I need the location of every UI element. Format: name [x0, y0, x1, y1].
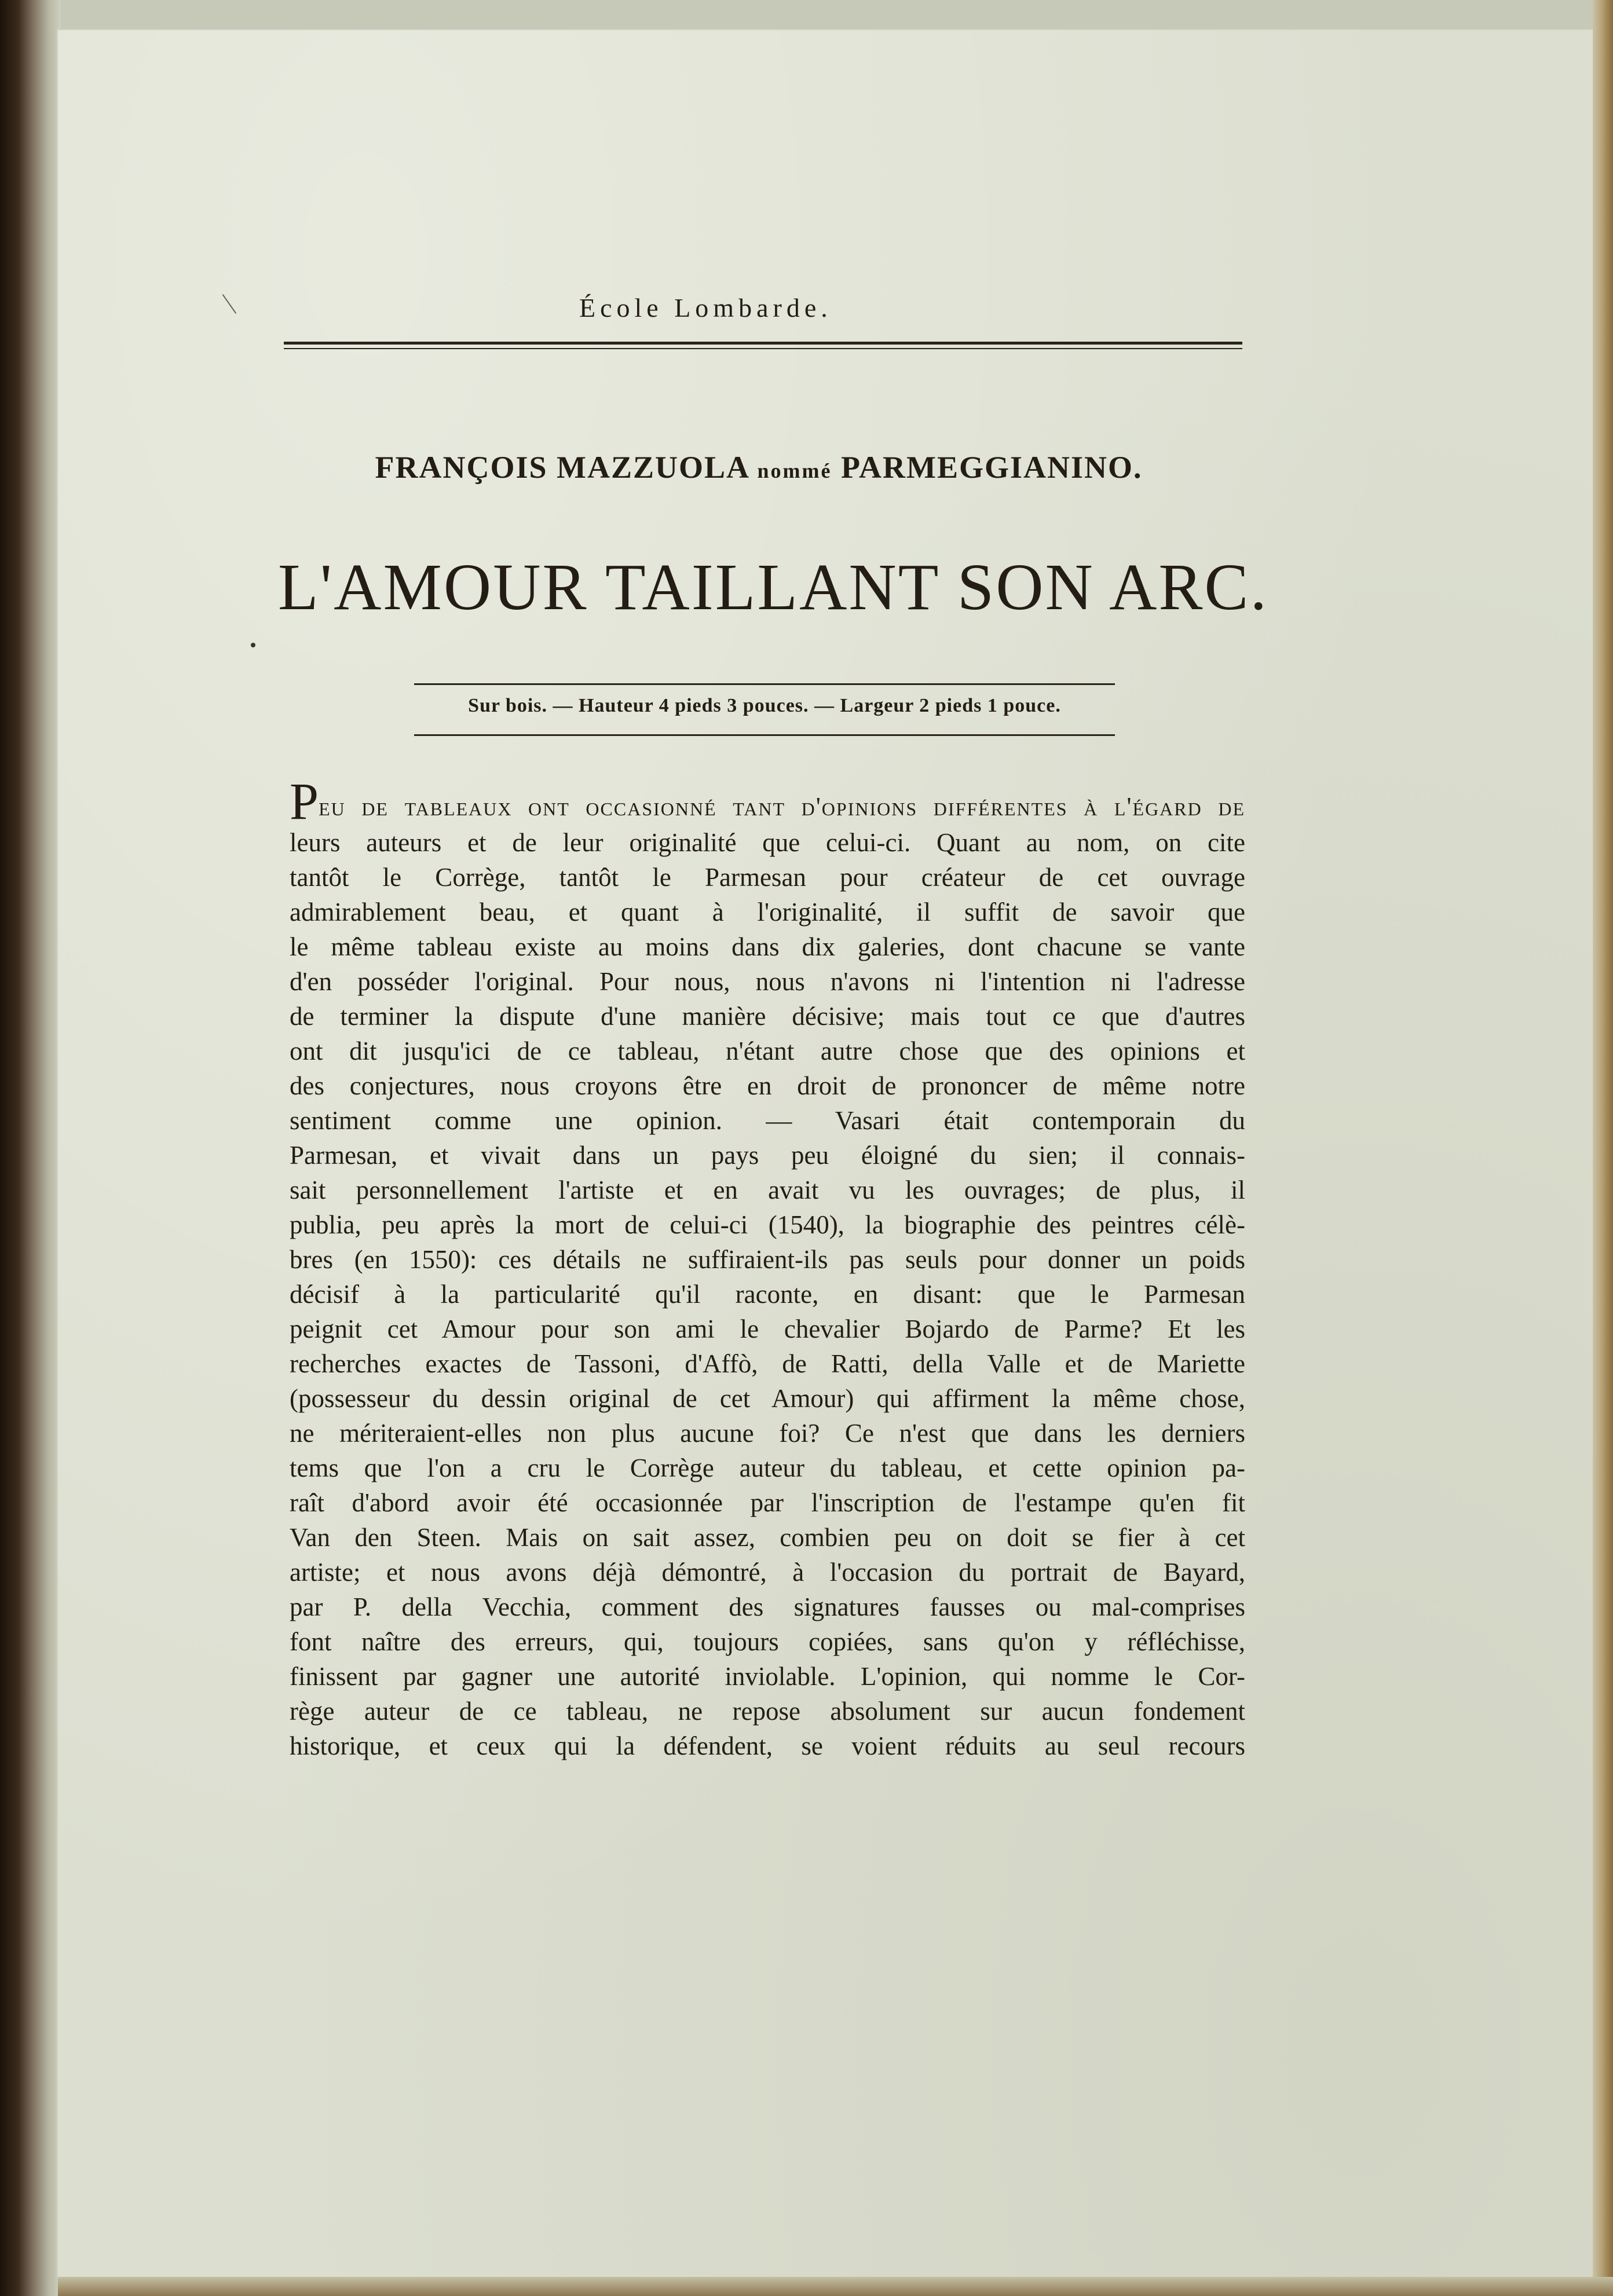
body-line: historique, et ceux qui la défendent, se voient réduits au seul recours [290, 1731, 1245, 1760]
page-edge-right [1593, 0, 1613, 2296]
body-line: rège auteur de ce tableau, ne repose absolument sur aucun fondement [290, 1697, 1245, 1726]
dimensions-rule-bottom [414, 734, 1115, 736]
body-line: raît d'abord avoir été occasionnée par l'inscription de l'estampe qu'en fit [290, 1488, 1245, 1517]
dimensions-rule-top [414, 683, 1115, 685]
body-line: sait personnellement l'artiste et en avait vu les ouvrages; de plus, il [290, 1176, 1245, 1204]
page-edge-bottom [58, 2277, 1613, 2296]
body-line: recherches exactes de Tassoni, d'Affò, de Ratti, della Valle et de Mariette [290, 1349, 1245, 1378]
body-line: ne mériteraient-elles non plus aucune foi? Ce n'est que dans les derniers [290, 1419, 1245, 1448]
body-line: par P. della Vecchia, comment des signatures fausses ou mal-comprises [290, 1592, 1245, 1621]
running-head: École Lombarde. [579, 293, 832, 323]
body-line: peignit cet Amour pour son ami le chevalier Bojardo de Parme? Et les [290, 1314, 1245, 1343]
body-line: Peu de tableaux ont occasionné tant d'opinions différentes à l'égard de [290, 773, 1245, 830]
body-line: leurs auteurs et de leur originalité que celui-ci. Quant au nom, on cite [290, 828, 1245, 857]
ink-speck [251, 643, 255, 647]
book-spine-gutter [0, 0, 61, 2296]
header-rule-thin [284, 348, 1242, 349]
body-line: finissent par gagner une autorité inviolable. L'opinion, qui nomme le Cor- [290, 1662, 1245, 1691]
body-line: ont dit jusqu'ici de ce tableau, n'étant autre chose que des opinions et [290, 1037, 1245, 1065]
body-line: publia, peu après la mort de celui-ci (1540), la biographie des peintres célè- [290, 1210, 1245, 1239]
body-line: (possesseur du dessin original de cet Amour) qui affirment la même chose, [290, 1384, 1245, 1413]
painter-name-connector: nommé [757, 459, 832, 482]
drop-cap: P [290, 773, 319, 830]
body-line: artiste; et nous avons déjà démontré, à l'occasion du portrait de Bayard, [290, 1558, 1245, 1587]
body-line: tantôt le Corrège, tantôt le Parmesan pour créateur de cet ouvrage [290, 863, 1245, 892]
body-line: Parmesan, et vivait dans un pays peu éloigné du sien; il connais- [290, 1141, 1245, 1170]
painting-title: L'AMOUR TAILLANT SON ARC. [278, 550, 1268, 624]
body-line: bres (en 1550): ces détails ne suffiraient-ils pas seuls pour donner un poids [290, 1245, 1245, 1274]
body-line: décisif à la particularité qu'il raconte, en disant: que le Parmesan [290, 1280, 1245, 1309]
painter-name [278, 449, 1239, 485]
body-line: Van den Steen. Mais on sait assez, combien peu on doit se fier à cet [290, 1523, 1245, 1552]
painter-name-first: FRANÇOIS MAZZUOLA [375, 450, 749, 485]
body-line: des conjectures, nous croyons être en droit de prononcer de même notre [290, 1071, 1245, 1100]
body-line: sentiment comme une opinion. — Vasari était contemporain du [290, 1106, 1245, 1135]
painter-name-alias: PARMEGGIANINO. [841, 450, 1143, 485]
body-line: de terminer la dispute d'une manière décisive; mais tout ce que d'autres [290, 1002, 1245, 1031]
body-text [290, 773, 1245, 1763]
body-line: tems que l'on a cru le Corrège auteur du tableau, et cette opinion pa- [290, 1453, 1245, 1482]
painting-dimensions: Sur bois. — Hauteur 4 pieds 3 pouces. — Largeur 2 pieds 1 pouce. [468, 695, 1061, 716]
header-rule-thick [284, 342, 1242, 345]
body-line: d'en posséder l'original. Pour nous, nous n'avons ni l'intention ni l'adresse [290, 967, 1245, 996]
body-line: admirablement beau, et quant à l'originalité, il suffit de savoir que [290, 898, 1245, 927]
body-line: le même tableau existe au moins dans dix galeries, dont chacune se vante [290, 932, 1245, 961]
body-line: font naître des erreurs, qui, toujours copiées, sans qu'on y réfléchisse, [290, 1627, 1245, 1656]
